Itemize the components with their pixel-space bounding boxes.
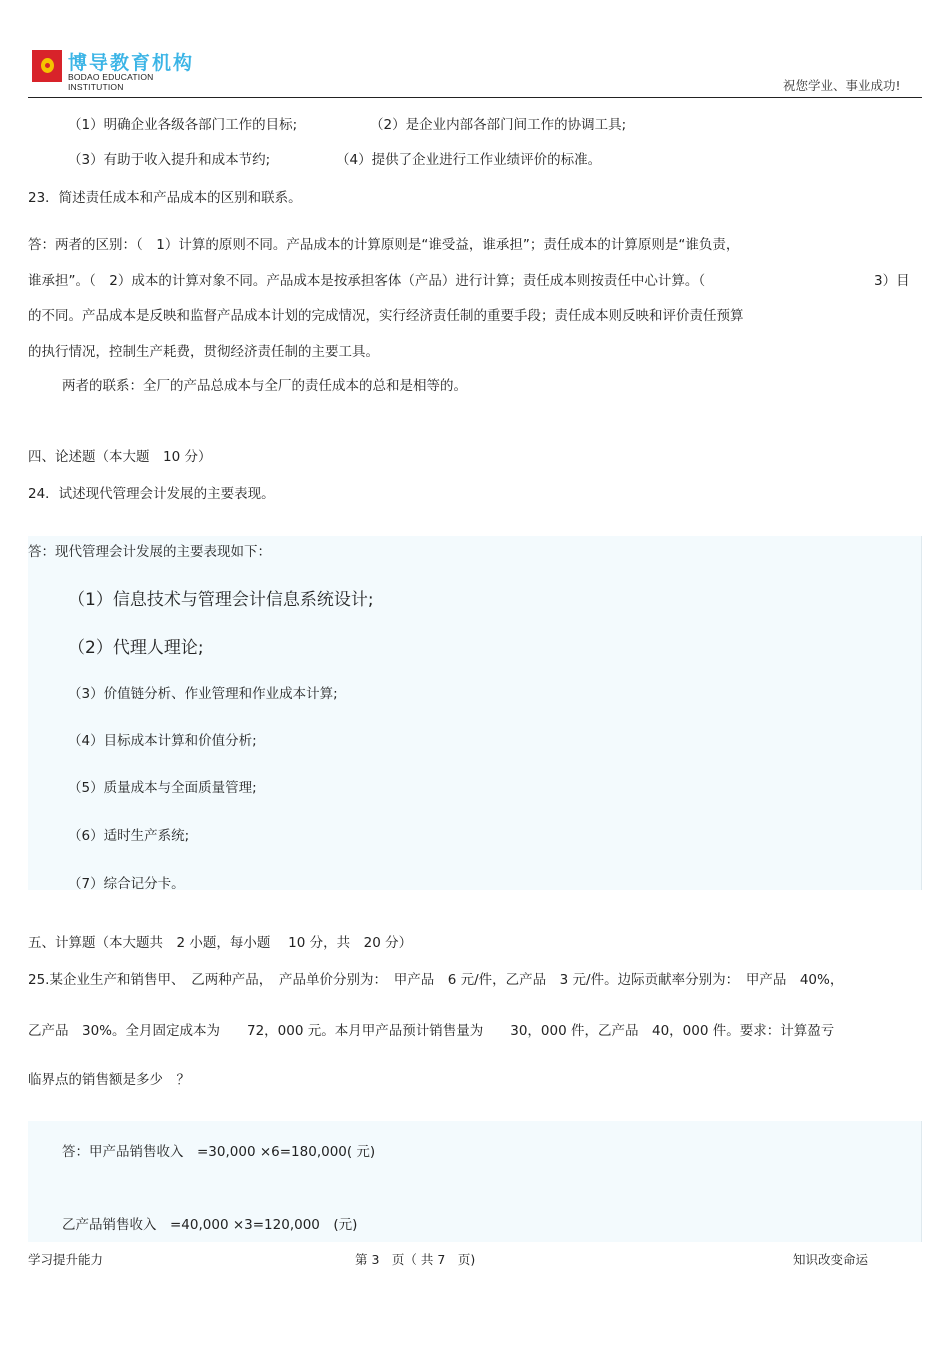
footer-left: 学习提升能力 bbox=[28, 1252, 104, 1267]
q23-answer-line-4: 的执行情况，控制生产耗费，贯彻经济责任制的主要工具。 bbox=[28, 344, 379, 360]
q23-answer-line-2: 谁承担”。（ 2）成本的计算对象不同。产品成本是按承担客体（产品）进行计算；责任成本则按责任中心计算。（ bbox=[28, 273, 706, 289]
q25-line-2: 乙产品 30%。全月固定成本为 72，000 元。本月甲产品预计销售量为 30，000 件，乙产品 40，000 件。要求：计算盈亏 bbox=[28, 1023, 835, 1039]
q25-line-1: 25.某企业生产和销售甲、 乙两种产品， 产品单价分别为： 甲产品 6 元/件，乙产品 3 元/件。边际贡献率分别为： 甲产品 40%， bbox=[28, 972, 844, 988]
q24-point-4: （4）目标成本计算和价值分析; bbox=[68, 733, 257, 749]
intro-item-1: （1）明确企业各级各部门工作的目标; bbox=[68, 117, 298, 133]
q24-point-1: （1）信息技术与管理会计信息系统设计; bbox=[68, 590, 374, 610]
q25-answer-line-1: 答：甲产品销售收入 =30,000 ×6=180,000( 元) bbox=[62, 1144, 376, 1160]
logo-english-text: BODAO EDUCATION INSTITUTION bbox=[68, 72, 154, 92]
q24-answer-intro: 答：现代管理会计发展的主要表现如下： bbox=[28, 544, 271, 560]
question-24: 24．试述现代管理会计发展的主要表现。 bbox=[28, 486, 275, 502]
intro-item-3: （3）有助于收入提升和成本节约; bbox=[68, 152, 271, 168]
page-number: 第 3 页（ 共 7 页) bbox=[355, 1252, 476, 1267]
q25-answer-line-2: 乙产品销售收入 =40,000 ×3=120,000 (元) bbox=[62, 1217, 358, 1233]
q24-point-5: （5）质量成本与全面质量管理; bbox=[68, 780, 257, 796]
logo bbox=[32, 50, 207, 92]
footer-right: 知识改变命运 bbox=[793, 1252, 869, 1267]
question-23: 23．简述责任成本和产品成本的区别和联系。 bbox=[28, 190, 302, 206]
logo-chinese-text: 博导教育机构 bbox=[68, 52, 195, 74]
q23-answer-line-3: 的不同。产品成本是反映和监督产品成本计划的完成情况，实行经济责任制的重要手段；责任成本则反映和评价责任预算 bbox=[28, 308, 744, 324]
q24-point-2: （2）代理人理论; bbox=[68, 638, 204, 658]
q23-answer-line-2-end: 3）目 bbox=[874, 273, 910, 289]
section-4-title: 四、论述题（本大题 10 分） bbox=[28, 449, 212, 465]
q25-line-3: 临界点的销售额是多少 ？ bbox=[28, 1072, 190, 1088]
q23-answer-line-1: 答：两者的区别：（ 1）计算的原则不同。产品成本的计算原则是“谁受益，谁承担”；责任成本的计算原则是“谁负责， bbox=[28, 237, 740, 253]
logo-mark-icon bbox=[32, 50, 62, 82]
q24-point-3: （3）价值链分析、作业管理和作业成本计算; bbox=[68, 686, 338, 702]
intro-item-2: （2）是企业内部各部门间工作的协调工具; bbox=[370, 117, 627, 133]
q24-point-7: （7）综合记分卡。 bbox=[68, 876, 185, 892]
intro-item-4: （4）提供了企业进行工作业绩评价的标准。 bbox=[336, 152, 602, 168]
header-divider bbox=[28, 97, 922, 98]
section-5-title: 五、计算题（本大题共 2 小题，每小题 10 分，共 20 分） bbox=[28, 935, 413, 951]
q23-answer-line-5: 两者的联系：全厂的产品总成本与全厂的责任成本的总和是相等的。 bbox=[62, 378, 467, 394]
header-slogan: 祝您学业、事业成功! bbox=[783, 78, 901, 93]
q24-point-6: （6）适时生产系统; bbox=[68, 828, 190, 844]
